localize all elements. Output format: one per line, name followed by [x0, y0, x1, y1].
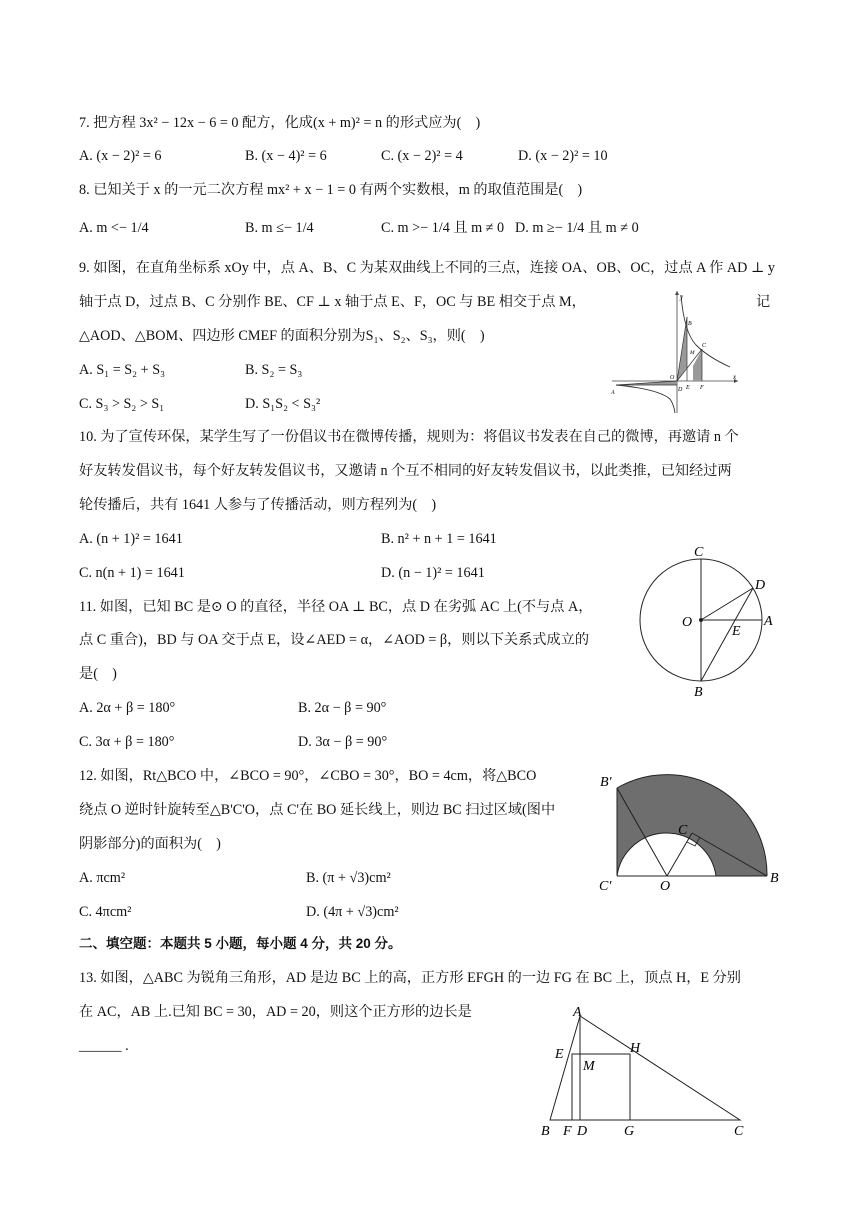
- q9-fig-label-f: F: [700, 385, 704, 391]
- q8-option-a: A. m <− 1/4: [79, 220, 149, 236]
- q12-line-3: 阴影部分)的面积为( ): [79, 836, 221, 852]
- q13-fig-label-g: G: [624, 1124, 635, 1138]
- q12-fig-label-c-prime: C′: [599, 879, 612, 894]
- q11-option-b: B. 2α − β = 90°: [298, 700, 387, 716]
- q8-stem: 8. 已知关于 x 的一元二次方程 mx² + x − 1 = 0 有两个实数根，m 的取值范围是( ): [79, 182, 583, 198]
- q12-option-a: A. πcm²: [79, 870, 126, 886]
- q11-fig-label-c: C: [694, 545, 704, 560]
- q9-option-a: A. S₁ = S₂ + S₃: [79, 362, 166, 378]
- q13-triangle-figure: [536, 1002, 756, 1138]
- q13-line-2: 在 AC，AB 上.已知 BC = 30，AD = 20，则这个正方形的边长是: [79, 1004, 472, 1020]
- q12-option-d: D. (4π + √3)cm²: [306, 904, 399, 920]
- q7-option-d: D. (x − 2)² = 10: [518, 148, 608, 164]
- q9-line-2-end: 记: [756, 294, 771, 310]
- q12-fig-label-c: C: [678, 823, 688, 838]
- q12-option-b: B. (π + √3)cm²: [306, 870, 391, 886]
- q11-fig-label-o: O: [682, 615, 693, 630]
- q13-line-1: 13. 如图，△ABC 为锐角三角形，AD 是边 BC 上的高，正方形 EFGH 的一边 FG 在 BC 上，顶点 H，E 分别: [79, 970, 741, 986]
- q7-stem: 7. 把方程 3x² − 12x − 6 = 0 配方，化成(x + m)² = n 的形式应为( ): [79, 115, 481, 131]
- q12-fig-label-b-prime: B′: [600, 775, 612, 790]
- q9-hyperbola-figure: [608, 287, 744, 415]
- q9-line-3: △AOD、△BOM、四边形 CMEF 的面积分别为S₁、S₂、S₃，则( ): [79, 328, 485, 344]
- q11-line-2: 点 C 重合)，BD 与 OA 交于点 E，设∠AED = α，∠AOD = β，则以下关系式成立的: [79, 632, 590, 648]
- q13-fig-label-f: F: [563, 1124, 572, 1138]
- q9-line-2: 轴于点 D，过点 B、C 分别作 BE、CF ⊥ x 轴于点 E、F，OC 与 BE 相交于点 M，: [79, 294, 586, 310]
- q11-line-3: 是( ): [79, 666, 117, 682]
- q9-fig-label-y: y: [680, 293, 684, 301]
- q9-fig-label-e: E: [686, 385, 690, 391]
- q7-option-b: B. (x − 4)² = 6: [245, 148, 327, 164]
- q13-fig-label-d: D: [577, 1124, 588, 1138]
- q9-option-b: B. S₂ = S₃: [245, 362, 303, 378]
- q9-fig-label-c: C: [702, 343, 707, 349]
- q8-option-b: B. m ≤− 1/4: [245, 220, 314, 236]
- q11-line-1: 11. 如图，已知 BC 是⊙ O 的直径，半径 OA ⊥ BC，点 D 在劣弧 AC 上(不与点 A，: [79, 599, 593, 615]
- q8-option-d: D. m ≥− 1/4 且 m ≠ 0: [515, 220, 639, 236]
- q11-fig-label-e: E: [732, 624, 741, 639]
- q12-line-1: 12. 如图，Rt△BCO 中，∠BCO = 90°，∠CBO = 30°，BO = 4cm，将△BCO: [79, 768, 537, 784]
- q13-answer-blank: ______ .: [79, 1038, 129, 1054]
- q13-fig-label-a: A: [573, 1005, 582, 1020]
- q11-option-d: D. 3α − β = 90°: [298, 734, 388, 750]
- q9-fig-label-d: D: [678, 387, 683, 393]
- q13-fig-label-m: M: [583, 1059, 595, 1074]
- q9-fig-label-x: x: [733, 373, 737, 381]
- q12-fig-label-o: O: [660, 879, 671, 894]
- q10-option-b: B. n² + n + 1 = 1641: [381, 531, 497, 547]
- q7-option-c: C. (x − 2)² = 4: [381, 148, 463, 164]
- q11-fig-label-d: D: [755, 578, 766, 593]
- q12-fig-label-b: B: [770, 871, 779, 886]
- q10-option-c: C. n(n + 1) = 1641: [79, 565, 185, 581]
- q9-option-d: D. S₁S₂ < S₃²: [245, 396, 321, 412]
- q10-line-3: 轮传播后，共有 1641 人参与了传播活动，则方程列为( ): [79, 497, 437, 513]
- q13-fig-label-e: E: [555, 1047, 564, 1062]
- q9-fig-label-a: A: [611, 390, 615, 396]
- q13-fig-label-h: H: [630, 1041, 641, 1056]
- q10-option-a: A. (n + 1)² = 1641: [79, 531, 183, 547]
- q12-line-2: 绕点 O 逆时针旋转至△B'C'O，点 C'在 BO 延长线上，则边 BC 扫过区域(图中: [79, 802, 556, 818]
- q9-fig-label-m: M: [690, 350, 695, 356]
- q10-option-d: D. (n − 1)² = 1641: [381, 565, 485, 581]
- q9-fig-label-o: O: [670, 375, 675, 381]
- q12-rotation-figure: [596, 764, 786, 894]
- q13-fig-label-b: B: [541, 1124, 550, 1138]
- q9-option-c: C. S₃ > S₂ > S₁: [79, 396, 165, 412]
- q7-option-a: A. (x − 2)² = 6: [79, 148, 162, 164]
- q13-fig-label-c: C: [734, 1124, 744, 1138]
- q11-option-c: C. 3α + β = 180°: [79, 734, 175, 750]
- q11-circle-figure: [628, 540, 788, 700]
- q11-fig-label-a: A: [764, 614, 773, 629]
- q10-line-2: 好友转发倡议书，每个好友转发倡议书，又邀请 n 个互不相同的好友转发倡议书，以此类推，已知经过两: [79, 463, 732, 479]
- q11-option-a: A. 2α + β = 180°: [79, 700, 176, 716]
- q12-option-c: C. 4πcm²: [79, 904, 132, 920]
- q9-fig-label-b: B: [688, 321, 692, 327]
- q11-fig-label-b: B: [694, 685, 703, 700]
- q10-line-1: 10. 为了宣传环保，某学生写了一份倡议书在微博传播，规则为：将倡议书发表在自己的微博，再邀请 n 个: [79, 429, 739, 445]
- q8-option-c: C. m >− 1/4 且 m ≠ 0: [381, 220, 505, 236]
- section-heading-fill-in: 二、填空题：本题共 5 小题，每小题 4 分，共 20 分。: [79, 936, 402, 951]
- q9-line-1: 9. 如图，在直角坐标系 xOy 中，点 A、B、C 为某双曲线上不同的三点，连接 OA、OB、OC，过点 A 作 AD ⊥ y: [79, 260, 775, 276]
